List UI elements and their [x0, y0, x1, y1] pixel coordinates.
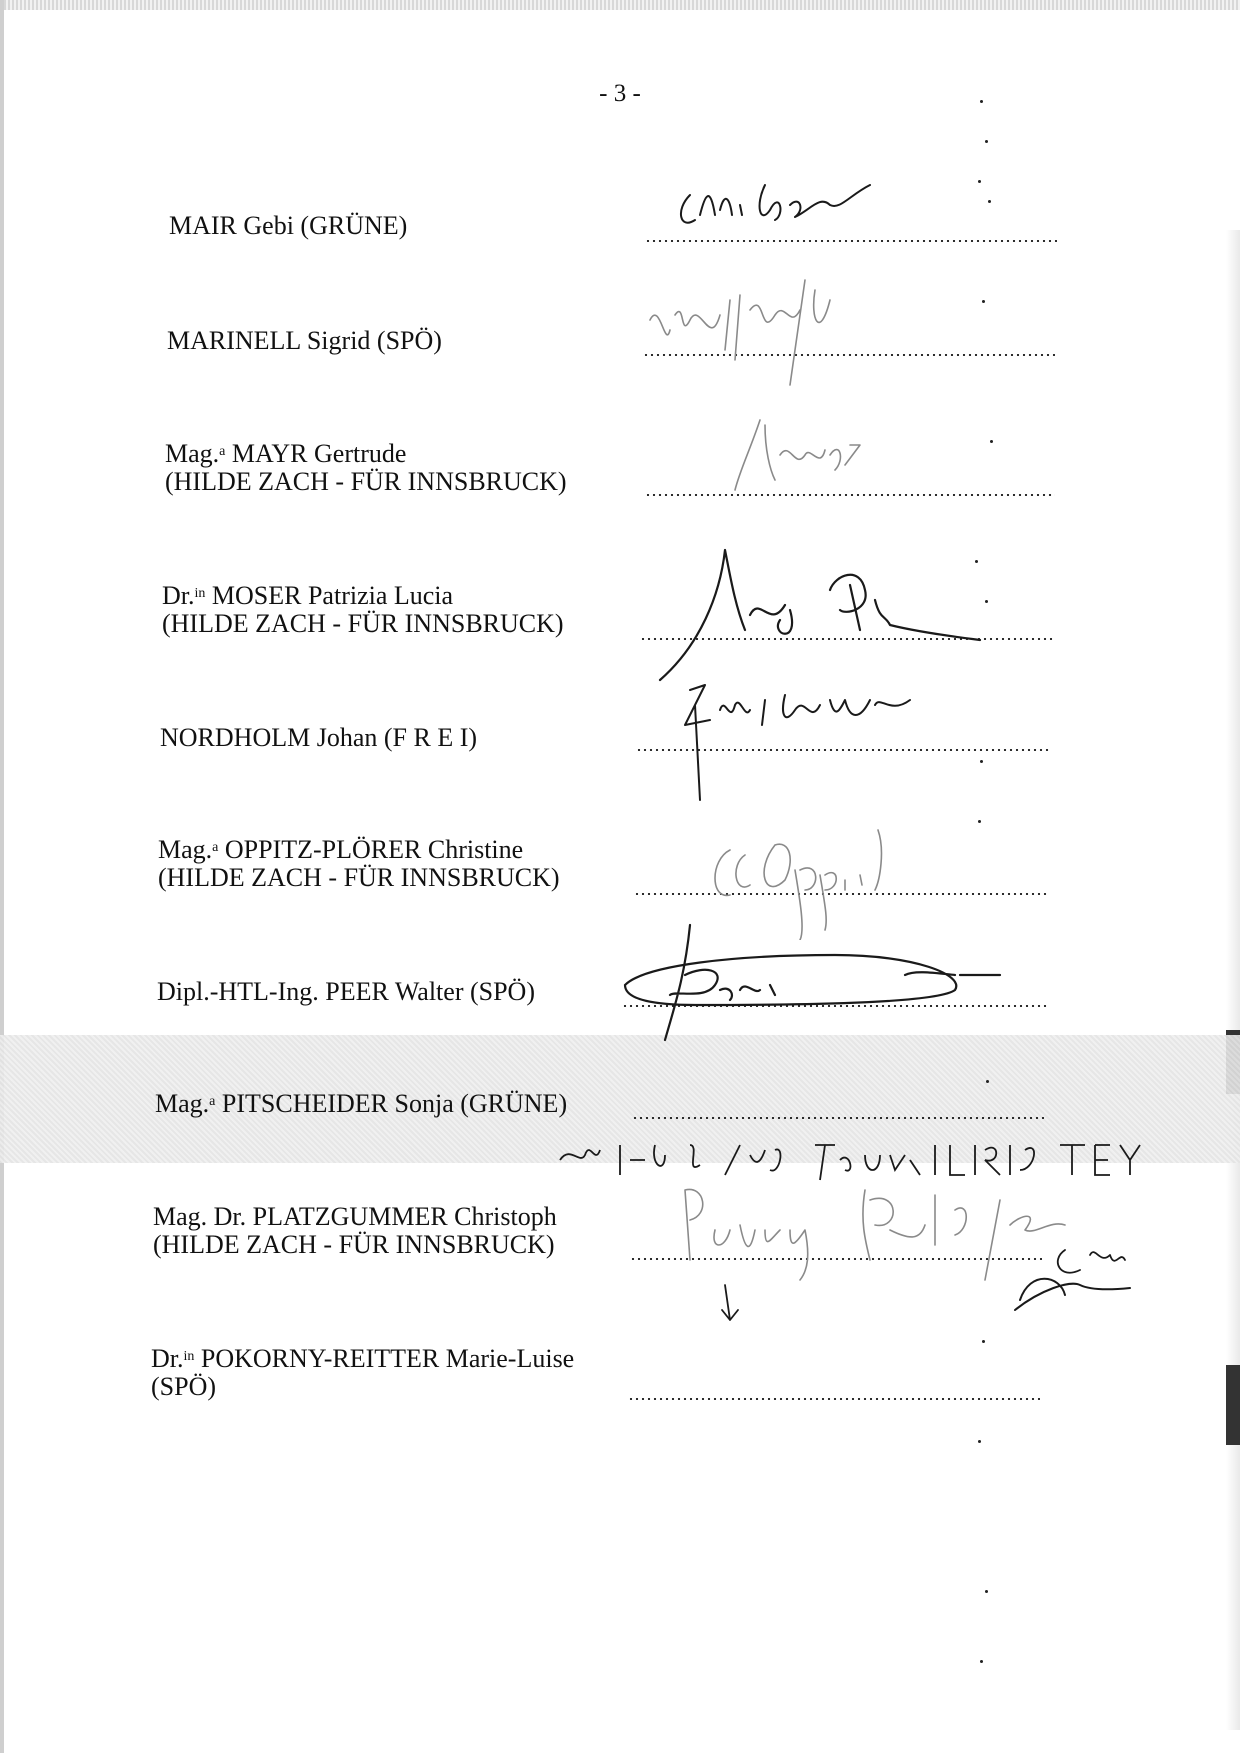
signatory-name: Dr.$^{in}$ POKORNY-REITTER Marie-Luise (SPÖ): [151, 1344, 575, 1401]
signatory-name: Mag.$^a$ PITSCHEIDER Sonja (GRÜNE): [155, 1089, 568, 1118]
signatory-name: Mag.$^a$ MAYR Gertrude (HILDE ZACH - FÜR INNSBRUCK): [165, 439, 567, 496]
signatory-name: NORDHOLM Johan (F R E I): [160, 723, 478, 752]
signatory-name: Dr.$^{in}$ MOSER Patrizia Lucia (HILDE ZACH - FÜR INNSBRUCK): [162, 581, 564, 638]
handwritten-note: [550, 1120, 1170, 1190]
signature-mayr: [720, 400, 920, 500]
signature-nordholm: [670, 665, 970, 805]
signature-oppitz-ploerer: [700, 810, 960, 940]
signature-marinell: [640, 260, 860, 390]
signatory-name: Dipl.-HTL-Ing. PEER Walter (SPÖ): [157, 977, 535, 1006]
scan-specks: [960, 40, 1020, 1740]
signatory-name: MARINELL Sigrid (SPÖ): [167, 326, 442, 355]
signatory-name: Mag. Dr. PLATZGUMMER Christoph (HILDE ZACH - FÜR INNSBRUCK): [153, 1202, 557, 1259]
signature-mair: [670, 155, 950, 235]
scan-edge-top: [0, 0, 1240, 10]
signatory-name: MAIR Gebi (GRÜNE): [169, 211, 408, 240]
signatory-name: Mag.$^a$ OPPITZ-PLÖRER Christine (HILDE ZACH - FÜR INNSBRUCK): [158, 835, 560, 892]
signature-moser: [650, 535, 990, 685]
signature-platzgummer: [670, 1170, 1150, 1330]
page-number: - 3 -: [599, 80, 641, 107]
scan-edge-left: [0, 0, 4, 1753]
scan-edge-right: [1226, 230, 1240, 1730]
